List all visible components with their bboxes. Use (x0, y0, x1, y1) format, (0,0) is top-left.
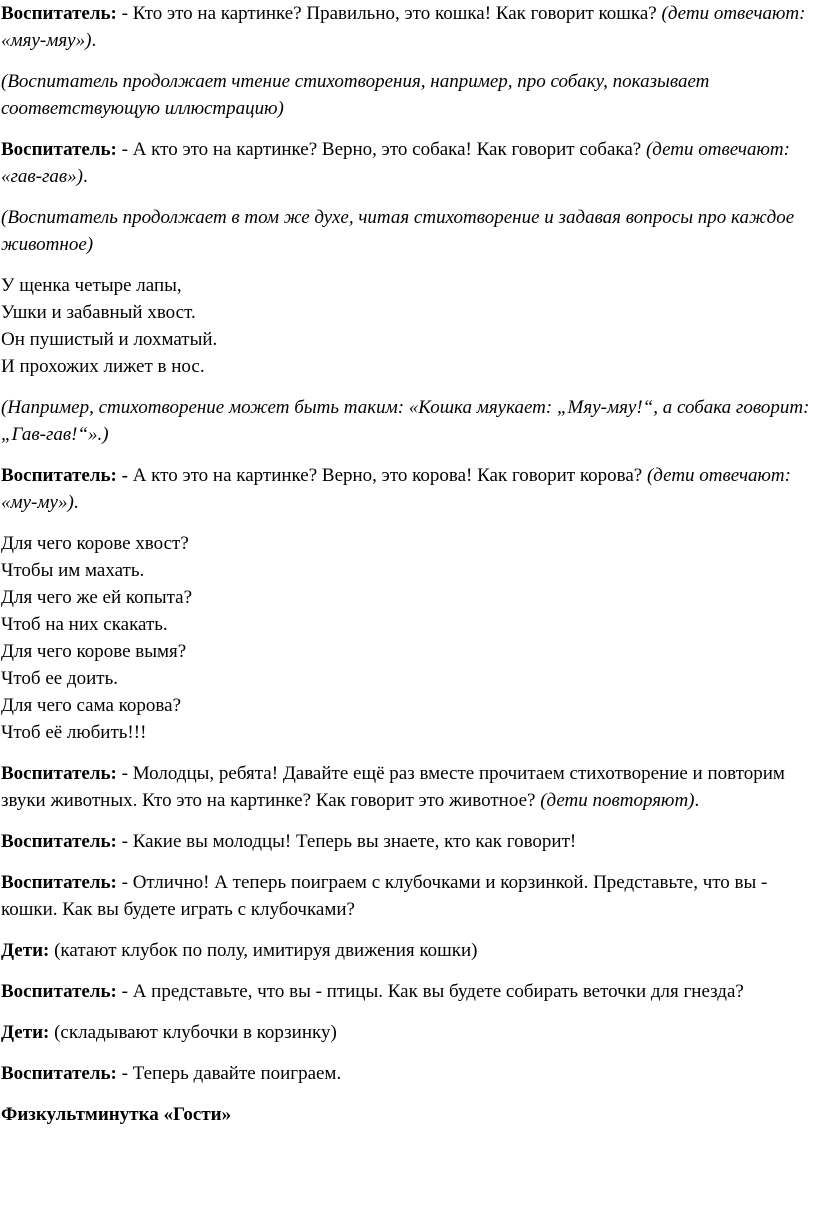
punctuation: . (91, 30, 97, 51)
poem-puppy (1, 272, 810, 380)
stage-direction-text: (Воспитатель продолжает в том же духе, читая стихотворение и задавая вопросы про каждое животное) (1, 207, 795, 255)
speaker-label: Дети: (1, 1022, 50, 1043)
poem-line: Чтобы им махать. (1, 560, 145, 581)
paragraph-dialogue (1, 136, 810, 190)
punctuation: . (73, 492, 79, 513)
paragraph-dialogue (1, 760, 810, 814)
speaker-label: Воспитатель: (1, 872, 117, 893)
dialogue-text: - Кто это на картинке? Правильно, это кошка! Как говорит кошка? (116, 3, 662, 24)
stage-direction-text: (Например, стихотворение может быть таким: «Кошка мяукает: „Мяу-мяу!“, а собака говорит: „Гав-гав!“».) (1, 397, 810, 445)
paragraph-dialogue (1, 937, 810, 964)
paragraph-stage-direction (1, 204, 810, 258)
dialogue-text: (катают клубок по полу, имитируя движения кошки) (49, 940, 478, 961)
paragraph-dialogue (1, 1060, 810, 1087)
poem-line: Для чего корове вымя? (1, 641, 187, 662)
paragraph-dialogue (1, 978, 810, 1005)
speaker-label: Воспитатель: (1, 139, 117, 160)
poem-line: Чтоб её любить!!! (1, 722, 147, 743)
paragraph-dialogue (1, 1019, 810, 1046)
poem-cow (1, 530, 810, 746)
dialogue-text: (складывают клубочки в корзинку) (49, 1022, 337, 1043)
dialogue-text: - Теперь давайте поиграем. (116, 1063, 342, 1084)
poem-line: Для чего же ей копыта? (1, 587, 193, 608)
dialogue-text: А кто это на картинке? Верно, это корова! Как говорит корова? (127, 465, 647, 486)
dialogue-text: - А кто это на картинке? Верно, это собака! Как говорит собака? (116, 139, 646, 160)
punctuation: . (82, 166, 88, 187)
speaker-label: Воспитатель: (1, 763, 117, 784)
poem-line: Для чего сама корова? (1, 695, 182, 716)
speaker-label: Воспитатель: (1, 981, 117, 1002)
dialogue-text: - Отлично! А теперь поиграем с клубочками и корзинкой. Представьте, что вы - кошки. Как вы будете играть с клубочками? (1, 872, 768, 920)
poem-line: И прохожих лижет в нос. (1, 356, 205, 377)
paragraph-stage-direction (1, 68, 810, 122)
speaker-label: Воспитатель: (1, 1063, 117, 1084)
poem-line: Для чего корове хвост? (1, 533, 189, 554)
poem-line: Чтоб на них скакать. (1, 614, 168, 635)
stage-note: (дети отвечают: «му-му») (1, 465, 791, 513)
stage-note: (дети повторяют) (540, 790, 695, 811)
punctuation: . (694, 790, 700, 811)
dialogue-text: - А представьте, что вы - птицы. Как вы будете собирать веточки для гнезда? (116, 981, 744, 1002)
dialogue-text: - Какие вы молодцы! Теперь вы знаете, кто как говорит! (116, 831, 577, 852)
dialogue-text: - Молодцы, ребята! Давайте ещё раз вместе прочитаем стихотворение и повторим звуки животных. Кто это на картинке? Как говорит это животное? (1, 763, 785, 811)
paragraph-dialogue (1, 828, 810, 855)
stage-direction-text: (Воспитатель продолжает чтение стихотворения, например, про собаку, показывает соответствующую иллюстрацию) (1, 71, 710, 119)
paragraph-dialogue (1, 462, 810, 516)
stage-note: (дети отвечают: «гав-гав») (1, 139, 790, 187)
speaker-label: Воспитатель: (1, 3, 117, 24)
speaker-label: Воспитатель: (1, 831, 117, 852)
stage-note: (дети отвечают: «мяу-мяу») (1, 3, 806, 51)
paragraph-stage-direction (1, 394, 810, 448)
speaker-label: Воспитатель: - (1, 465, 128, 486)
section-title: Физкультминутка «Гости» (1, 1104, 232, 1125)
paragraph-dialogue (1, 0, 810, 54)
poem-line: У щенка четыре лапы, (1, 275, 182, 296)
poem-line: Чтоб ее доить. (1, 668, 118, 689)
paragraph-dialogue (1, 869, 810, 923)
speaker-label: Дети: (1, 940, 50, 961)
poem-line: Он пушистый и лохматый. (1, 329, 218, 350)
poem-line: Ушки и забавный хвост. (1, 302, 196, 323)
